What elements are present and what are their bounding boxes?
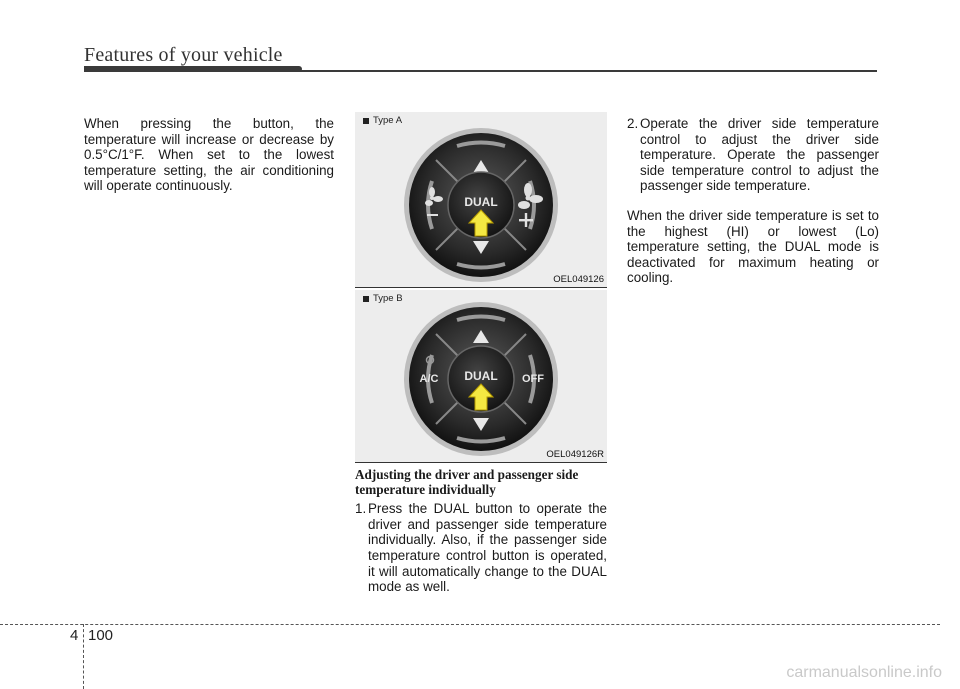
climate-knob-type-b (402, 300, 560, 458)
step-number: 1. (355, 501, 367, 517)
step-1 (355, 501, 607, 595)
page-header-title: Features of your vehicle (84, 44, 283, 66)
step-number: 2. (627, 116, 639, 131)
figure-divider (355, 287, 607, 288)
chapter-number: 4 (70, 627, 79, 644)
watermark: carmanualsonline.info (786, 664, 942, 681)
climate-knob-type-a (402, 126, 560, 284)
ac-label: A/C (419, 373, 439, 385)
body-paragraph: When pressing the button, the temperature will increase or decrease by 0.5°C/1°F. When set to the lowest temperature setting, the air conditioning will operate continuously. (84, 116, 334, 194)
step-2 (627, 116, 879, 194)
figure-type-label: Type B (363, 293, 403, 304)
square-bullet-icon (363, 118, 369, 124)
page-number: 100 (88, 627, 114, 644)
left-column (84, 116, 334, 194)
square-bullet-icon (363, 296, 369, 302)
figure-code: OEL049126R (546, 449, 604, 460)
body-paragraph: When the driver side temperature is set to the highest (HI) or lowest (Lo) temperature setting, the DUAL mode is deactivated for maximum heating or cooling. (627, 207, 879, 286)
figure-type-b (355, 290, 607, 462)
dual-label: DUAL (464, 195, 498, 209)
right-column (627, 116, 879, 299)
step-text: Press the DUAL button to operate the driver and passenger side temperature individually. Also, if the passenger side temperature control button is operated, it will automatically change to the DUAL mode as well. (368, 501, 607, 595)
off-label: OFF (522, 373, 544, 385)
footer-rule (0, 624, 940, 625)
figure-code: OEL049126 (553, 274, 604, 285)
header-rule (84, 70, 877, 72)
footer-divider (83, 624, 84, 689)
figure-type-label: Type A (363, 115, 402, 126)
figure-divider (355, 462, 607, 463)
figure-type-a (355, 112, 607, 287)
section-subheading: Adjusting the driver and passenger side temperature individually (355, 467, 579, 497)
step-text: Operate the driver side temperature control to adjust the driver side temperature. Operate the passenger side temperature control to adjust the passenger side temperature. (640, 116, 879, 194)
dual-label: DUAL (464, 369, 498, 383)
middle-column (355, 468, 607, 595)
